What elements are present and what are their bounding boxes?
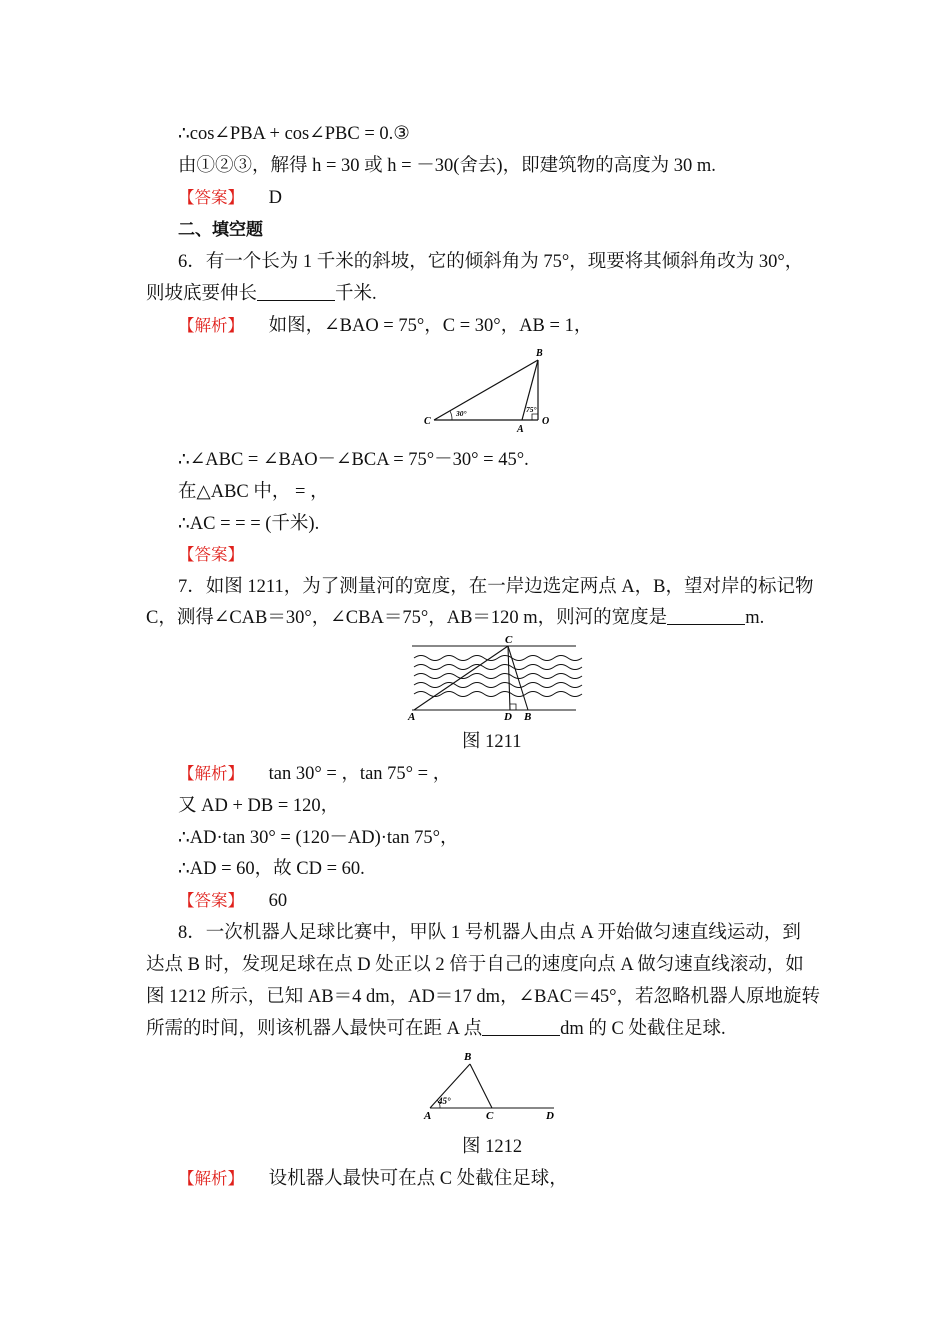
question-8-line-3: 图 1212 所示，已知 AB＝4 dm，AD＝17 dm，∠BAC＝45°，若忽略机器人原地旋转 — [146, 987, 821, 1007]
question-8-line-2: 达点 B 时，发现足球在点 D 处正以 2 倍于自己的速度向点 A 做匀速直线滚动，如 — [146, 955, 804, 975]
solution-text: 如图，∠BAO = 75°，C = 30°，AB = 1， — [268, 316, 593, 336]
solution-7-line-2: ∴AD·tan 30° = (120－AD)·tan 75°， — [178, 828, 459, 848]
solution-8-heading — [178, 1167, 568, 1191]
question-8-line-1: 8．一次机器人足球比赛中，甲队 1 号机器人由点 A 开始做匀速直线运动，到 — [178, 923, 801, 943]
label-d: D — [546, 1110, 554, 1122]
question-text: 则坡底要伸长 — [146, 284, 258, 304]
label-a: A — [424, 1110, 432, 1122]
solution-tag: 【解析】 — [178, 764, 244, 783]
question-7-line-1: 7．如图 1211，为了测量河的宽度，在一岸边选定两点 A，B，望对岸的标记物 — [178, 577, 814, 597]
question-8-line-4 — [146, 1017, 726, 1041]
solution-6-line-3: ∴AC = = = (千米). — [178, 514, 320, 534]
figure-caption: 图 1212 — [462, 1137, 523, 1157]
answer-value: D — [268, 188, 282, 208]
solution-7-heading — [178, 762, 451, 786]
formula-line: ∴cos∠PBA + cos∠PBC = 0.③ — [178, 124, 410, 144]
answer-tag: 【答案】 — [178, 188, 244, 207]
solution-6-line-1: ∴∠ABC = ∠BAO－∠BCA = 75°－30° = 45°. — [178, 450, 529, 470]
label-a: A — [517, 424, 524, 435]
angle-a-label: 75° — [526, 405, 537, 414]
conclusion-line: 由①②③，解得 h = 30 或 h = －30(舍去)，即建筑物的高度为 30 m. — [178, 156, 716, 176]
angle-c-label: 30° — [456, 409, 467, 418]
question-text: 所需的时间，则该机器人最快可在距 A 点 — [146, 1019, 483, 1039]
solution-7-line-1: 又 AD + DB = 120， — [178, 796, 340, 816]
figure-6-triangle — [420, 346, 560, 436]
solution-6-line-2: 在△ABC 中， = ， — [178, 482, 329, 502]
answer-blank — [257, 284, 335, 301]
question-6-line-2 — [146, 282, 377, 306]
label-a: A — [408, 711, 416, 723]
figure-7-river — [404, 634, 584, 724]
solution-tag: 【解析】 — [178, 1169, 244, 1188]
answer-row-6 — [178, 543, 244, 567]
solution-7-line-3: ∴AD = 60，故 CD = 60. — [178, 859, 365, 879]
label-b: B — [464, 1051, 472, 1063]
question-text: C，测得∠CAB＝30°，∠CBA＝75°，AB＝120 m，则河的宽度是 — [146, 608, 668, 628]
answer-row-7 — [178, 889, 287, 913]
solution-text: tan 30° = ，tan 75° = ， — [268, 764, 452, 784]
question-text: dm 的 C 处截住足球. — [560, 1019, 726, 1039]
label-d: D — [504, 711, 512, 723]
label-b: B — [536, 348, 543, 359]
question-7-line-2 — [146, 606, 764, 630]
angle-a-label: 45° — [438, 1096, 451, 1106]
answer-blank — [667, 608, 745, 625]
label-b: B — [524, 711, 532, 723]
section-heading: 二、填空题 — [178, 220, 263, 240]
answer-blank — [482, 1019, 560, 1036]
question-text: m. — [745, 608, 765, 628]
question-text: 千米. — [335, 284, 377, 304]
solution-tag: 【解析】 — [178, 316, 244, 335]
figure-8-triangle — [420, 1050, 560, 1126]
label-c: C — [424, 416, 431, 427]
answer-row-5 — [178, 186, 282, 210]
label-c: C — [486, 1110, 494, 1122]
answer-tag: 【答案】 — [178, 545, 244, 564]
question-6-line-1: 6．有一个长为 1 千米的斜坡，它的倾斜角为 75°，现要将其倾斜角改为 30°， — [178, 252, 804, 272]
answer-value: 60 — [268, 891, 288, 911]
solution-6-heading — [178, 314, 592, 338]
solution-text: 设机器人最快可在点 C 处截住足球， — [268, 1169, 568, 1189]
answer-tag: 【答案】 — [178, 891, 244, 910]
label-c: C — [505, 634, 513, 646]
label-o: O — [542, 416, 550, 427]
figure-caption: 图 1211 — [462, 732, 522, 752]
